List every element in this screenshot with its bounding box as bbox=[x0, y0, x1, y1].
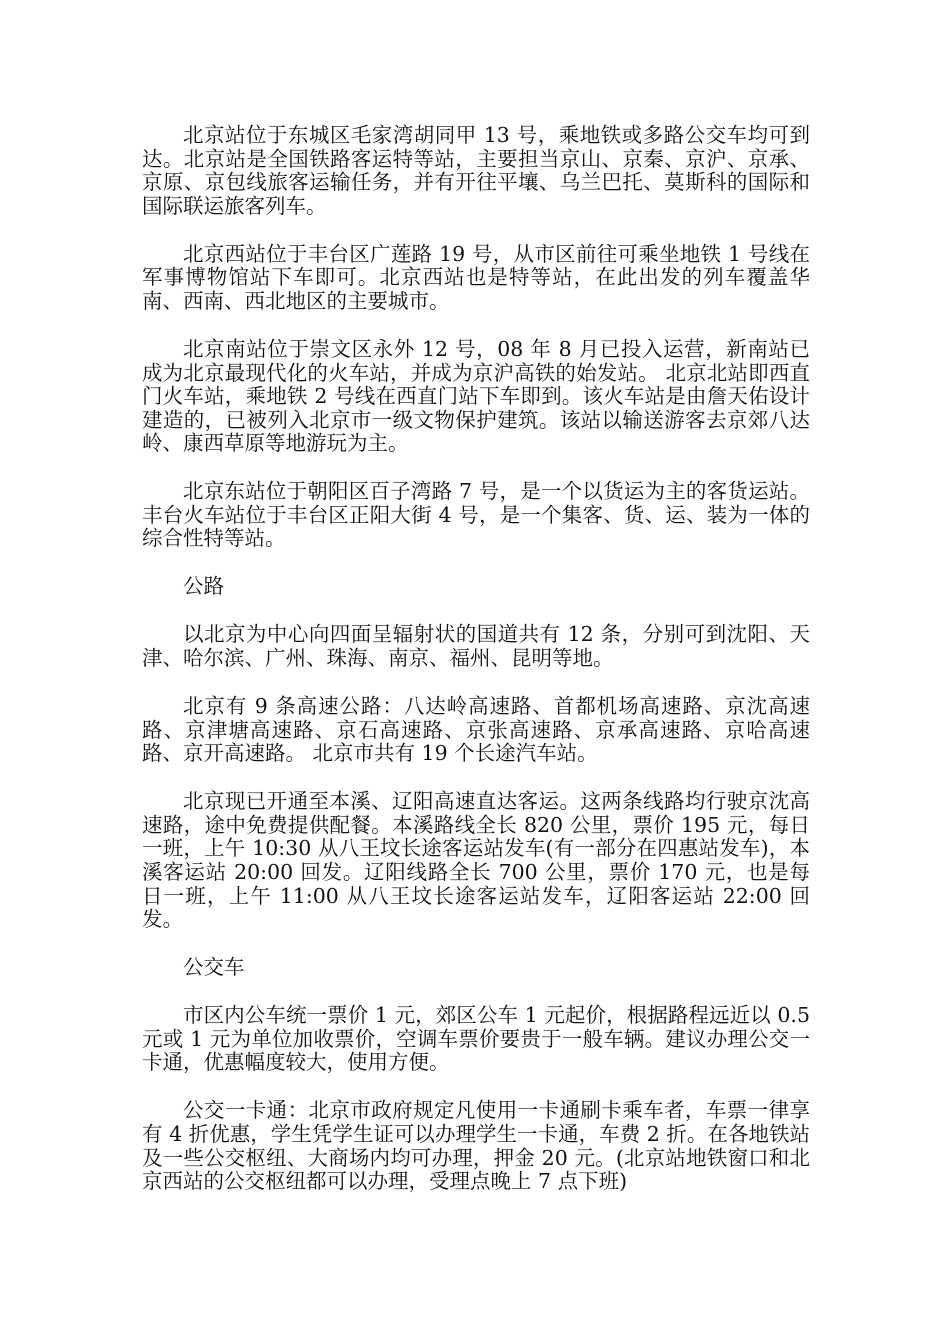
paragraph-expressways: 北京有 9 条高速公路：八达岭高速路、首都机场高速路、京沈高速路、京津塘高速路、京石高速路、京张高速路、京承高速路、京哈高速路、京开高速路。 北京市共有 19 个长途汽车站。 bbox=[142, 694, 810, 766]
document-body bbox=[142, 124, 810, 1218]
paragraph-beijing-east-fengtai-station: 北京东站位于朝阳区百子湾路 7 号，是一个以货运为主的客货运站。 丰台火车站位于丰台区正阳大街 4 号，是一个集客、货、运、装为一体的综合性特等站。 bbox=[142, 479, 810, 551]
paragraph-beijing-west-station: 北京西站位于丰台区广莲路 19 号，从市区前往可乘坐地铁 1 号线在军事博物馆站下车即可。北京西站也是特等站，在此出发的列车覆盖华南、西南、西北地区的主要城市。 bbox=[142, 241, 810, 313]
paragraph-beijing-station: 北京站位于东城区毛家湾胡同甲 13 号，乘地铁或多路公交车均可到达。北京站是全国铁路客运特等站，主要担当京山、京秦、京沪、京承、京原、京包线旅客运输任务，并有开往平壤、乌兰巴托、莫斯科的国际和国际联运旅客列车。 bbox=[142, 123, 810, 218]
paragraph-transit-card: 公交一卡通：北京市政府规定凡使用一卡通刷卡乘车者，车票一律享有 4 折优惠，学生凭学生证可以办理学生一卡通，车费 2 折。在各地铁站及一些公交枢纽、大商场内均可办理，押金 20 元。(北京站地铁窗口和北京西站的公交枢纽都可以办理，受理点晚上 7 点下班) bbox=[142, 1098, 810, 1194]
paragraph-bus-fares: 市区内公车统一票价 1 元，郊区公车 1 元起价，根据路程远近以 0.5 元或 1 元为单位加收票价，空调车票价要贵于一般车辆。建议办理公交一卡通，优惠幅度较大，使用方便。 bbox=[142, 1003, 810, 1075]
paragraph-beijing-south-north-station: 北京南站位于崇文区永外 12 号，08 年 8 月已投入运营，新南站已成为北京最现代化的火车站，并成为京沪高铁的始发站。 北京北站即西直门火车站，乘地铁 2 号线在西直门站下车即到。该火车站是由詹天佑设计建造的，已被列入北京市一级文物保护建筑。该站以输送游客去京郊八达岭、康西草原等地游玩为主。 bbox=[142, 336, 810, 456]
paragraph-long-distance-bus: 北京现已开通至本溪、辽阳高速直达客运。这两条线路均行驶京沈高速路，途中免费提供配餐。本溪路线全长 820 公里，票价 195 元，每日一班，上午 10:30 从八王坟长途客运站发车(有一部分在四惠站发车)，本溪客运站 20:00 回发。辽阳线路全长 700 公里，票价 170 元，也是每日一班，上午 11:00 从八王坟长途客运站发车，辽阳客运站 22:00 回发。 bbox=[142, 789, 810, 932]
section-heading-bus: 公交车 bbox=[183, 955, 245, 980]
section-heading-highway: 公路 bbox=[183, 574, 224, 599]
paragraph-national-roads: 以北京为中心向四面呈辐射状的国道共有 12 条，分别可到沈阳、天津、哈尔滨、广州、珠海、南京、福州、昆明等地。 bbox=[142, 622, 810, 671]
